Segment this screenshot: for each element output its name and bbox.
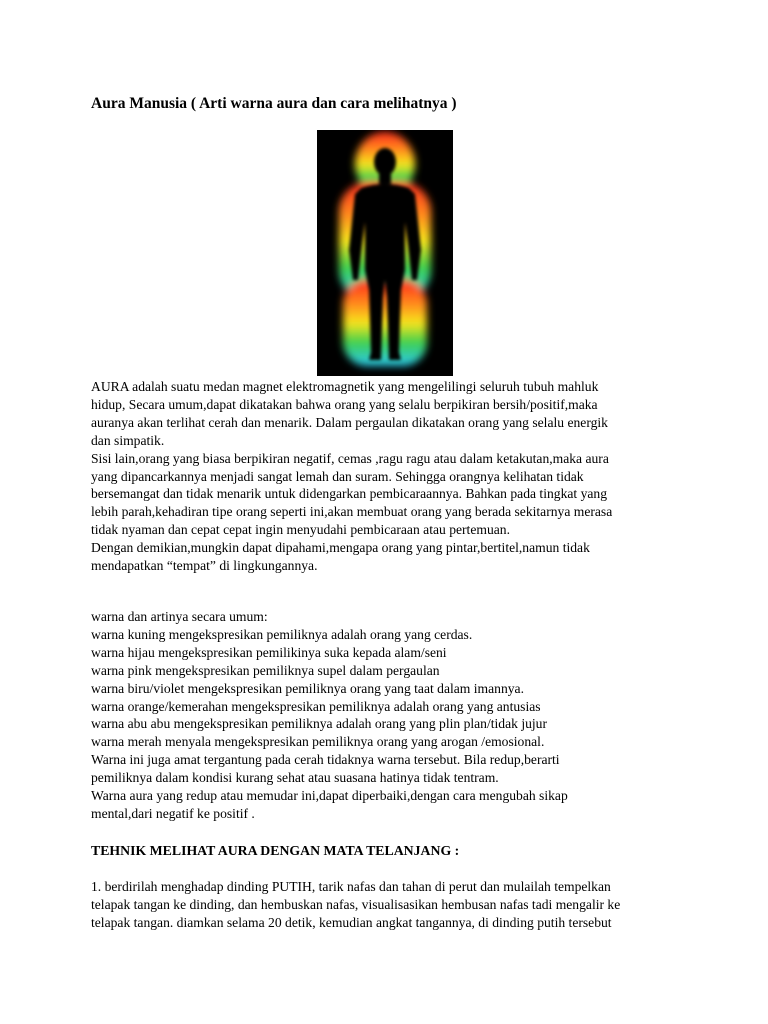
- list-item: warna biru/violet mengekspresikan pemiliknya orang yang taat dalam imannya.: [91, 680, 524, 696]
- list-item: mental,dari negatif ke positif .: [91, 805, 255, 821]
- text-line: Dengan demikian,mungkin dapat dipahami,mengapa orang yang pintar,bertitel,namun tidak: [91, 540, 590, 556]
- text-line: auranya akan terlihat cerah dan menarik. Dalam pergaulan dikatakan orang yang selalu energik: [91, 414, 608, 430]
- text-line: dan simpatik.: [91, 432, 165, 448]
- text-line: 1. berdirilah menghadap dinding PUTIH, tarik nafas dan tahan di perut dan mulailah tempelkan: [91, 879, 611, 894]
- list-item: Warna ini juga amat tergantung pada cerah tidaknya warna tersebut. Bila redup,berarti: [91, 752, 560, 768]
- color-meanings-list: [91, 608, 691, 823]
- list-item: Warna aura yang redup atau memudar ini,dapat diperbaiki,dengan cara mengubah sikap: [91, 788, 568, 804]
- list-item: warna orange/kemerahan mengekspresikan pemiliknya adalah orang yang antusias: [91, 698, 541, 714]
- text-line: AURA adalah suatu medan magnet elektromagnetik yang mengelilingi seluruh tubuh mahluk: [91, 379, 599, 394]
- list-item: pemiliknya dalam kondisi kurang sehat atau suasana hatinya tidak tentram.: [91, 770, 499, 786]
- text-line: hidup, Secara umum,dapat dikatakan bahwa orang yang selalu berpikiran bersih/positif,maka: [91, 396, 598, 412]
- list-item: warna merah menyala mengekspresikan pemiliknya orang yang arogan /emosional.: [91, 734, 545, 750]
- document-title: Aura Manusia ( Arti warna aura dan cara melihatnya ): [91, 95, 457, 112]
- list-item: warna dan artinya secara umum:: [91, 609, 268, 624]
- text-line: telapak tangan. diamkan selama 20 detik, kemudian angkat tangannya, di dinding putih tersebut: [91, 914, 612, 930]
- text-line: mendapatkan “tempat” di lingkungannya.: [91, 558, 318, 574]
- list-item: warna kuning mengekspresikan pemiliknya adalah orang yang cerdas.: [91, 626, 473, 642]
- list-item: warna hijau mengekspresikan pemilikinya suka kepada alam/seni: [91, 644, 447, 660]
- text-line: telapak tangan ke dinding, dan hembuskan nafas, visualisasikan hembusan nafas tadi mengalir ke: [91, 896, 621, 912]
- technique-heading: TEHNIK MELIHAT AURA DENGAN MATA TELANJANG :: [91, 843, 460, 858]
- text-line: yang dipancarkannya menjadi sangat lemah dan suram. Sehingga orangnya kelihatan tidak: [91, 468, 584, 484]
- list-item: warna pink mengekspresikan pemiliknya supel dalam pergaulan: [91, 662, 440, 678]
- text-line: bersemangat dan tidak menarik untuk didengarkan pembicaraannya. Bahkan pada tingkat yang: [91, 486, 607, 502]
- intro-paragraph: [91, 378, 691, 575]
- list-item: warna abu abu mengekspresikan pemiliknya adalah orang yang plin plan/tidak jujur: [91, 716, 548, 732]
- aura-illustration: [317, 130, 453, 376]
- text-line: lebih parah,kehadiran tipe orang seperti ini,akan membuat orang yang berada sekitarnya merasa: [91, 504, 613, 520]
- technique-paragraph: [91, 878, 691, 932]
- text-line: tidak nyaman dan cepat cepat ingin menyudahi pembicaraan atau pertemuan.: [91, 522, 510, 538]
- text-line: Sisi lain,orang yang biasa berpikiran negatif, cemas ,ragu ragu atau dalam ketakutan,maka aura: [91, 450, 609, 466]
- aura-figure-image: [317, 130, 453, 376]
